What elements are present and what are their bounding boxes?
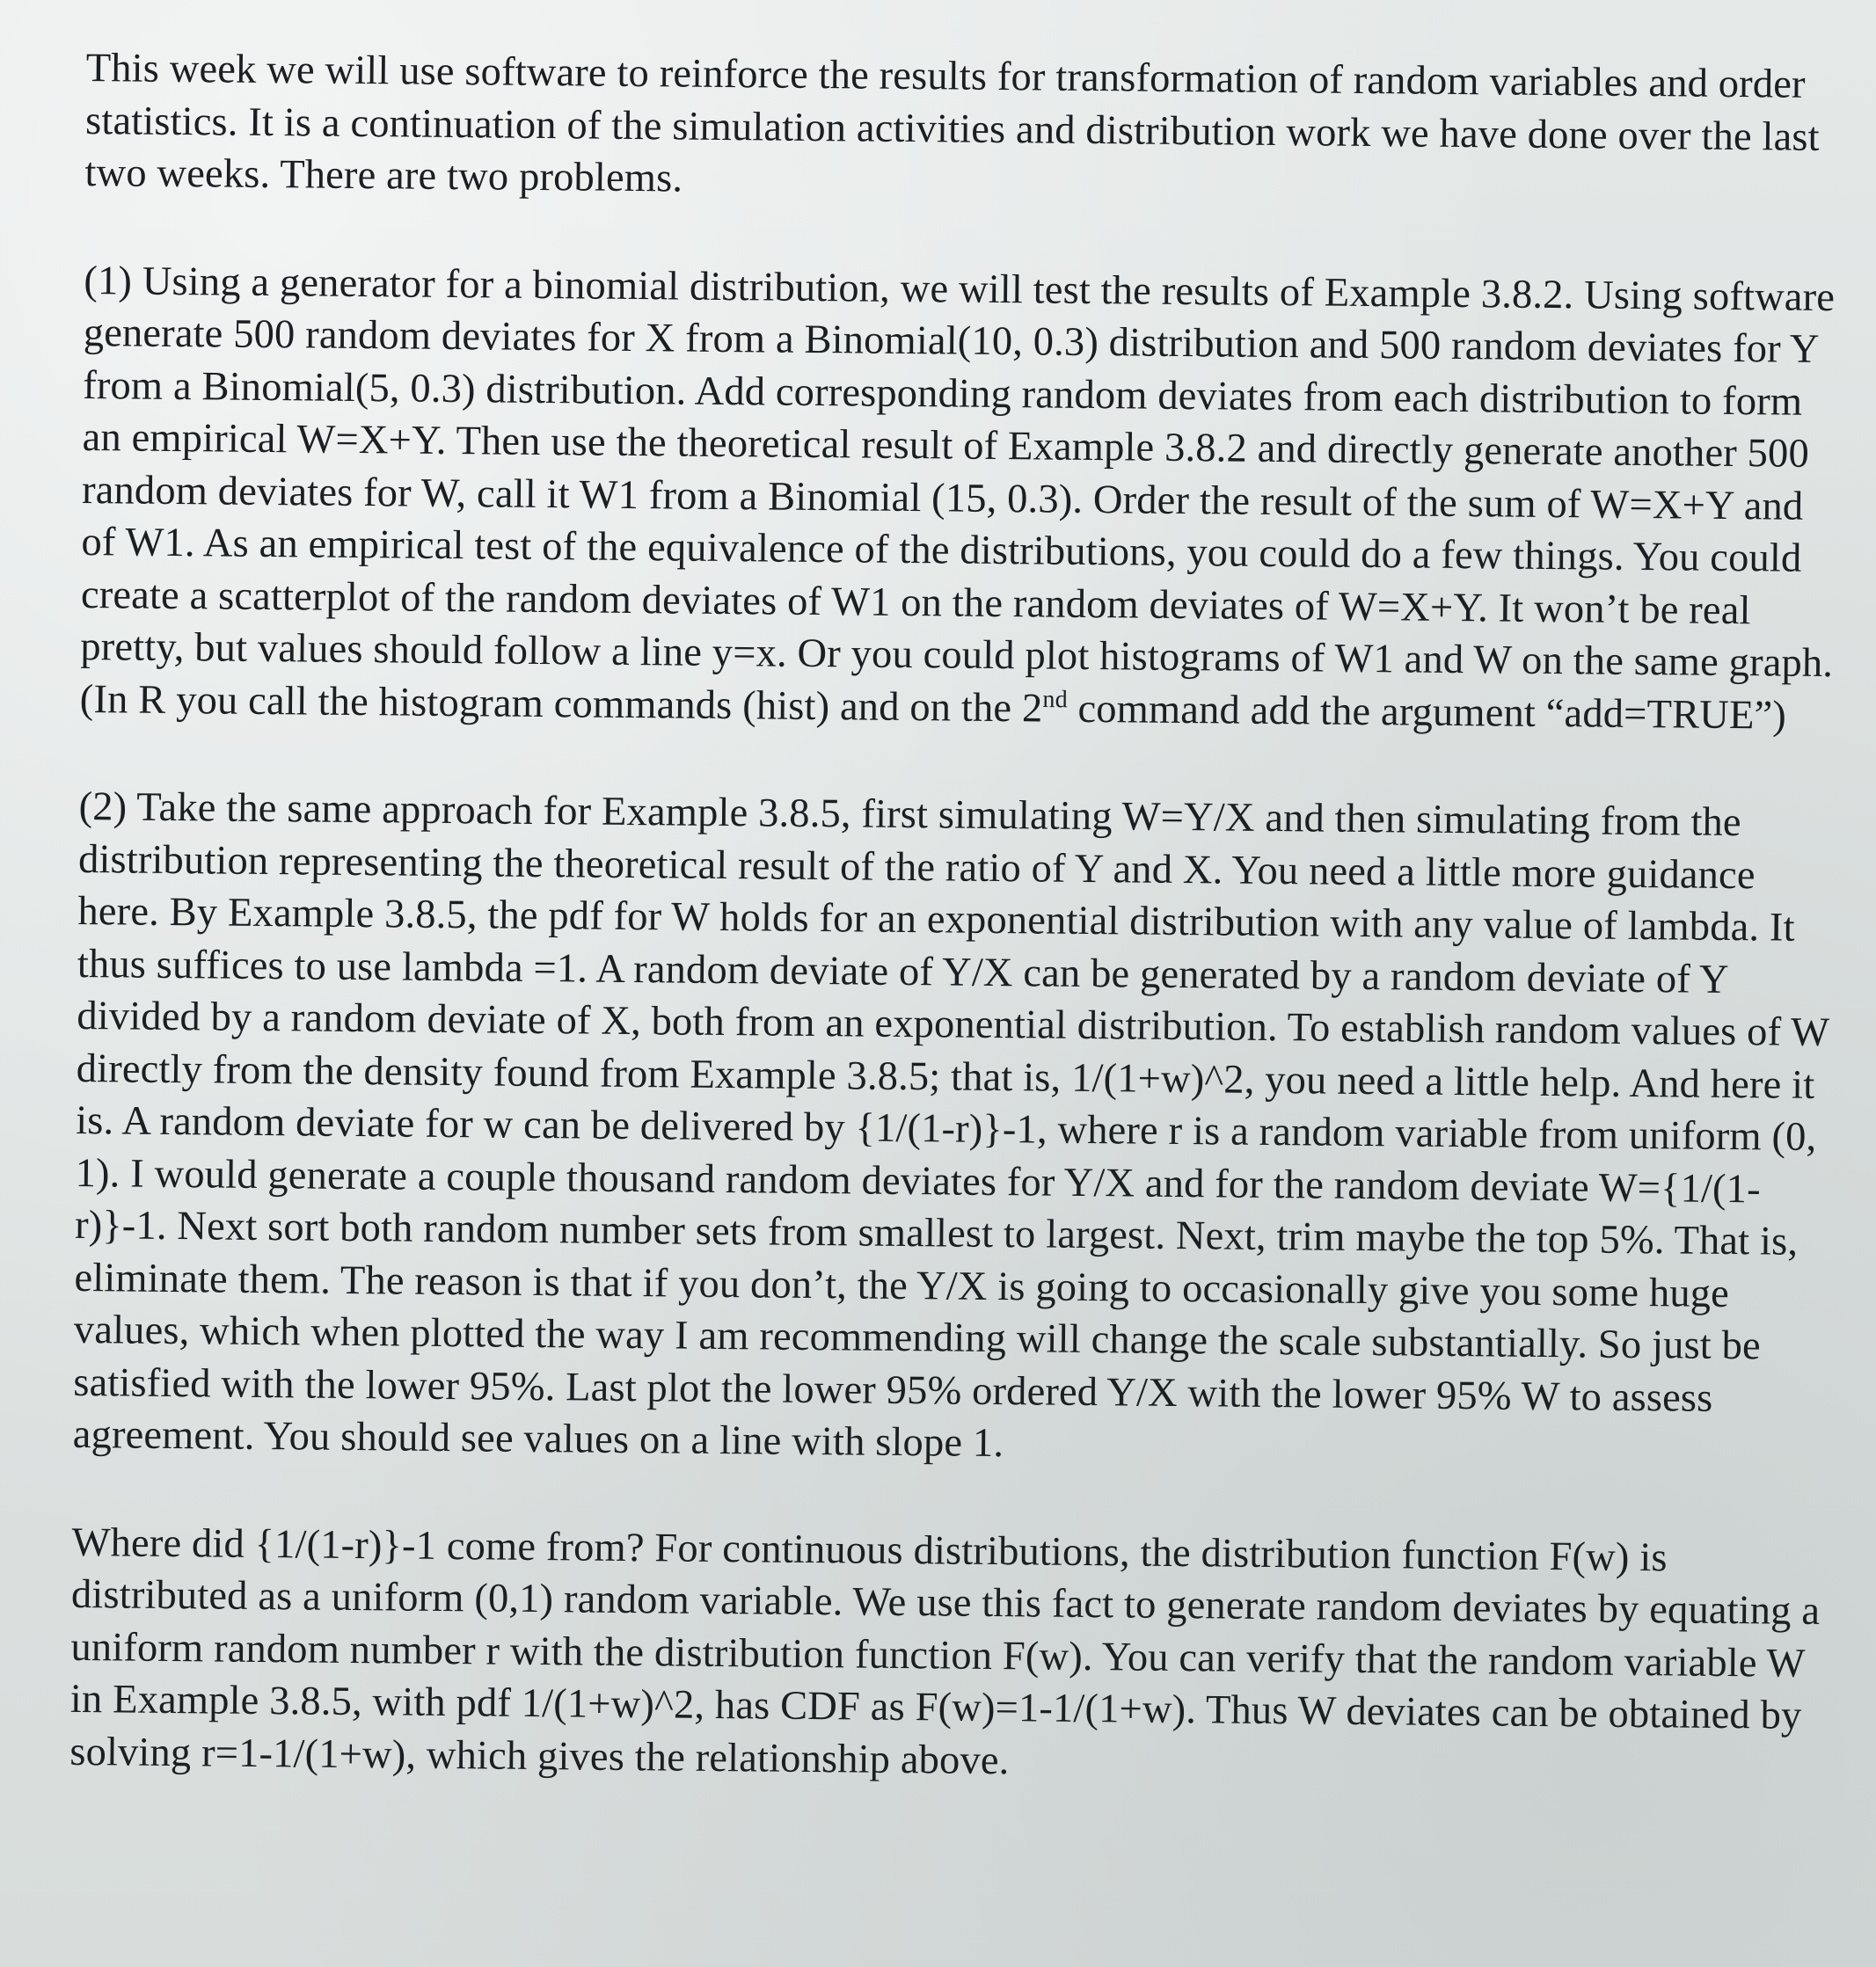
intro-paragraph: This week we will use software to reinforce the results for transformation of random variables and order statistics. It is a continuation of the simulation activities and distribution work we have done over the last two weeks. There are two problems. <box>84 45 1820 201</box>
document-body <box>69 42 1840 1850</box>
explanation-paragraph: Where did {1/(1-r)}-1 come from? For continuous distributions, the distribution function F(w) is distributed as a uniform (0,1) random variable. We use this fact to generate random deviates by equating a uniform random number r with the distribution function F(w). You can verify that the random variable W in Example 3.8.5, with pdf 1/(1+w)^2, has CDF as F(w)=1-1/(1+w). Thus W deviates can be obtained by solving r=1-1/(1+w), which gives the relationship above. <box>69 1519 1821 1783</box>
ordinal-superscript: nd <box>1042 685 1068 713</box>
problem-1-paragraph <box>80 254 1839 742</box>
problem-1-text-end: command add the argument “add=TRUE”) <box>1067 686 1787 739</box>
problem-1-text: (1) Using a generator for a binomial distribution, we will test the results of Example 3.8.2. Using software generate 500 random deviates for X from a Binomial(10, 0.3) distribution and 500 random deviates for Y from a Binomial(5, 0.3) distribution. Add corresponding random deviates from each distribution to form an empirical W=X+Y. Then use the theoretical result of Example 3.8.2 and directly generate another 500 random deviates for W, call it W1 from a Binomial (15, 0.3). Order the result of the sum of W=X+Y and of W1. As an empirical test of the equivalence of the distributions, you could do a few things. You could create a scatterplot of the random deviates of W1 on the random deviates of W=X+Y. It won’t be real pretty, but values should follow a line y=x. Or you could plot histograms of W1 and W on the same graph. (In R you call the histogram commands (hist) and on the 2 <box>79 258 1836 731</box>
problem-2-paragraph: (2) Take the same approach for Example 3.8.5, first simulating W=Y/X and then simulating from the distribution representing the theoretical result of the ratio of Y and X. You need a little more guidance here. By Example 3.8.5, the pdf for W holds for an exponential distribution with any value of lambda. It thus suffices to use lambda =1. A random deviate of Y/X can be generated by a random deviate of Y divided by a random deviate of X, both from an exponential distribution. To establish random values of W directly from the density found from Example 3.8.5; that is, 1/(1+w)^2, you need a little help. And here it is. A random deviate for w can be delivered by {1/(1-r)}-1, where r is a random variable from uniform (0, 1). I would generate a couple thousand random deviates for Y/X and for the random deviate W={1/(1-r)}-1. Next sort both random number sets from smallest to largest. Next, trim maybe the top 5%. That is, eliminate them. The reason is that if you don’t, the Y/X is going to occasionally give you some huge values, which when plotted the way I am recommending will change the scale substantially. So just be satisfied with the lower 95%. Last plot the lower 95% ordered Y/X with the lower 95% W to assess agreement. You should see values on a line with slope 1. <box>72 783 1829 1467</box>
